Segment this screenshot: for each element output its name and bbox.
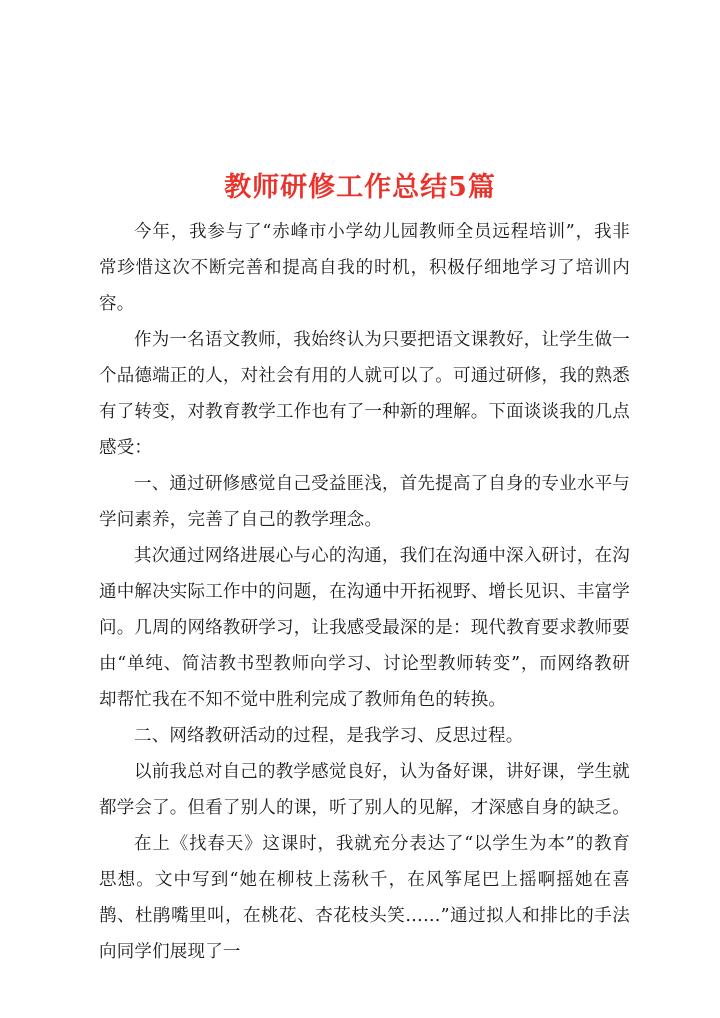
paragraph-1: 今年，我参与了“赤峰市小学幼儿园教师全员远程培训”，我非常珍惜这次不断完善和提高自我的时机，积极仔细地学习了培训内容。 <box>99 222 630 314</box>
document-body <box>99 214 630 970</box>
paragraph-6: 以前我总对自己的教学感觉良好，认为备好课，讲好课，学生就都学会了。但看了别人的课，听了别人的见解，才深感自身的缺乏。 <box>99 762 630 818</box>
paragraph-3: 一、通过研修感觉自己受益匪浅，首先提高了自身的专业水平与学问素养，完善了自己的教学理念。 <box>99 474 630 530</box>
paragraph-7: 在上《找春天》这课时，我就充分表达了“以学生为本”的教育思想。文中写到“她在柳枝上荡秋千，在风筝尾巴上摇啊摇她在喜鹊、杜鹃嘴里叫，在桃花、杏花枝头笑……”通过拟人和排比的手法向同学们展现了一 <box>99 834 630 962</box>
paragraph-4: 其次通过网络进展心与心的沟通，我们在沟通中深入研讨，在沟通中解决实际工作中的问题，在沟通中开拓视野、增长见识、丰富学问。几周的网络教研学习，让我感受最深的是：现代教育要求教师要由“单纯、简洁教书型教师向学习、讨论型教师转变”，而网络教研却帮忙我在不知不觉中胜利完成了教师角色的转换。 <box>99 546 630 710</box>
paragraph-2: 作为一名语文教师，我始终认为只要把语文课教好，让学生做一个品德端正的人，对社会有用的人就可以了。可通过研修，我的熟悉有了转变，对教育教学工作也有了一种新的理解。下面谈谈我的几点感受： <box>99 330 630 458</box>
paragraph-5: 二、网络教研活动的过程，是我学习、反思过程。 <box>134 726 524 746</box>
document-title: 教师研修工作总结5篇 <box>224 172 496 204</box>
